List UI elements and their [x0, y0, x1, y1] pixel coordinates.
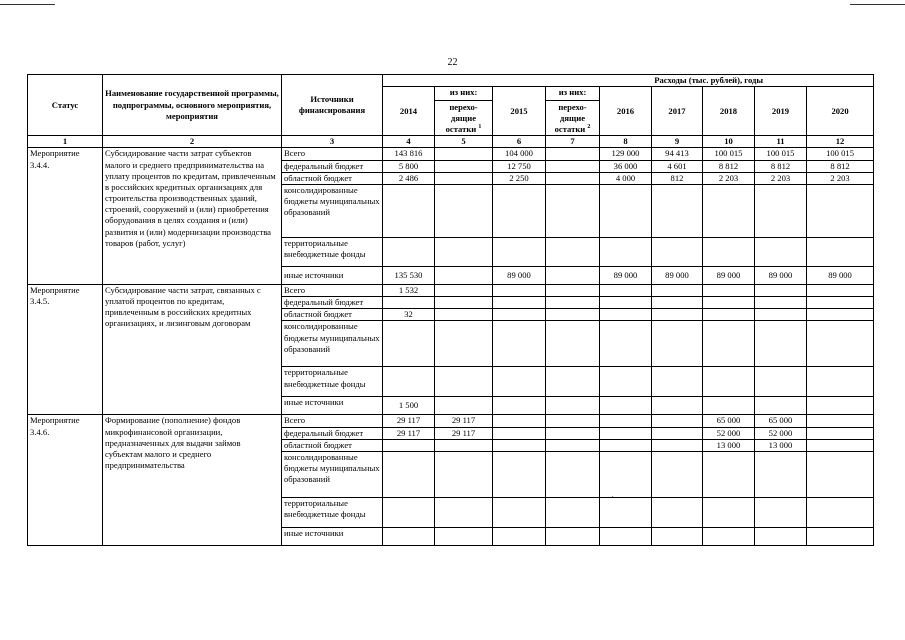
- funding-source: консолидированные бюджеты муниципальных образований: [282, 321, 383, 367]
- value-cell: [600, 397, 652, 415]
- table-row: [28, 415, 874, 427]
- value-cell: [383, 184, 435, 237]
- value-cell: [600, 497, 652, 527]
- value-cell: [435, 172, 493, 184]
- value-cell: [435, 367, 493, 397]
- value-cell: [755, 309, 807, 321]
- value-cell: [435, 439, 493, 451]
- measure-name: Субсидирование части затрат, связанных с уплатой процентов по кредитам, привлеченным в российских кредитных организациях, и лизинговым договорам: [103, 284, 282, 415]
- col-number: 11: [755, 136, 807, 148]
- col-number: 2: [103, 136, 282, 148]
- value-cell: [546, 497, 600, 527]
- value-cell: [652, 184, 703, 237]
- measure-name: Субсидирование части затрат субъектов малого и среднего предпринимательства на уплату процентов по кредитам, привлеченным в российских кредитных организациях для строительства производственных зданий, строений, сооружений и (или) приобретения оборудования в целях создания и (или) развития и (или) модернизации производства товаров (работ, услуг): [103, 148, 282, 285]
- funding-source: федеральный бюджет: [282, 297, 383, 309]
- funding-source: федеральный бюджет: [282, 160, 383, 172]
- value-cell: [652, 237, 703, 266]
- value-cell: [546, 367, 600, 397]
- value-cell: [383, 367, 435, 397]
- value-cell: 2 203: [703, 172, 755, 184]
- table-row: [28, 284, 874, 296]
- value-cell: [703, 297, 755, 309]
- value-cell: 29 117: [435, 427, 493, 439]
- edge-line-left: [0, 4, 55, 5]
- value-cell: [652, 397, 703, 415]
- funding-source: консолидированные бюджеты муниципальных образований: [282, 184, 383, 237]
- value-cell: [652, 415, 703, 427]
- value-cell: 812: [652, 172, 703, 184]
- edge-line-right: [850, 4, 905, 5]
- funding-source: областной бюджет: [282, 439, 383, 451]
- value-cell: [493, 321, 546, 367]
- value-cell: [493, 527, 546, 545]
- value-cell: [435, 497, 493, 527]
- col-number: 3: [282, 136, 383, 148]
- value-cell: 52 000: [703, 427, 755, 439]
- value-cell: [703, 309, 755, 321]
- table-row: [28, 148, 874, 160]
- value-cell: 89 000: [755, 266, 807, 284]
- value-cell: [755, 297, 807, 309]
- value-cell: 29 117: [435, 415, 493, 427]
- value-cell: [493, 184, 546, 237]
- value-cell: [755, 397, 807, 415]
- value-cell: [600, 297, 652, 309]
- funding-source: территориальные внебюджетные фонды: [282, 237, 383, 266]
- value-cell: [652, 451, 703, 497]
- value-cell: [600, 427, 652, 439]
- value-cell: 52 000: [755, 427, 807, 439]
- value-cell: [493, 309, 546, 321]
- value-cell: [755, 497, 807, 527]
- funding-source: территориальные внебюджетные фонды: [282, 367, 383, 397]
- value-cell: 36 000: [600, 160, 652, 172]
- value-cell: 13 000: [755, 439, 807, 451]
- value-cell: 129 000: [600, 148, 652, 160]
- value-cell: [435, 297, 493, 309]
- value-cell: [546, 321, 600, 367]
- value-cell: [652, 297, 703, 309]
- value-cell: [493, 284, 546, 296]
- value-cell: [807, 297, 874, 309]
- value-cell: 8 812: [755, 160, 807, 172]
- value-cell: [383, 497, 435, 527]
- measures-body: [28, 148, 874, 546]
- col-number: 8: [600, 136, 652, 148]
- value-cell: [600, 321, 652, 367]
- value-cell: 29 117: [383, 427, 435, 439]
- value-cell: [493, 427, 546, 439]
- value-cell: [546, 397, 600, 415]
- value-cell: 65 000: [755, 415, 807, 427]
- value-cell: [546, 527, 600, 545]
- header-year-2014: 2014: [383, 87, 435, 136]
- value-cell: [546, 284, 600, 296]
- value-cell: [546, 415, 600, 427]
- value-cell: 2 250: [493, 172, 546, 184]
- value-cell: [435, 309, 493, 321]
- value-cell: [807, 427, 874, 439]
- value-cell: 29 117: [383, 415, 435, 427]
- value-cell: [546, 160, 600, 172]
- column-numbers-row: [28, 136, 874, 148]
- col-number: 6: [493, 136, 546, 148]
- value-cell: [755, 451, 807, 497]
- value-cell: [435, 451, 493, 497]
- value-cell: 94 413: [652, 148, 703, 160]
- value-cell: [807, 184, 874, 237]
- value-cell: [652, 497, 703, 527]
- value-cell: [807, 237, 874, 266]
- value-cell: 104 000: [493, 148, 546, 160]
- value-cell: 1 500: [383, 397, 435, 415]
- header-year-2016: 2016: [600, 87, 652, 136]
- funding-source: Всего: [282, 284, 383, 296]
- header-carryover-2: [546, 87, 600, 136]
- header-expenses: Расходы (тыс. рублей), годы: [383, 75, 874, 87]
- measure-status: Мероприятие 3.4.4.: [28, 148, 103, 285]
- value-cell: [600, 367, 652, 397]
- value-cell: [703, 237, 755, 266]
- funding-source: иные источники: [282, 397, 383, 415]
- value-cell: 13 000: [703, 439, 755, 451]
- value-cell: [703, 184, 755, 237]
- header-of-them-2: из них:: [558, 87, 587, 98]
- value-cell: [703, 367, 755, 397]
- value-cell: [546, 266, 600, 284]
- value-cell: [755, 527, 807, 545]
- measure-status: Мероприятие 3.4.5.: [28, 284, 103, 415]
- value-cell: [807, 309, 874, 321]
- header-year-2020: 2020: [807, 87, 874, 136]
- value-cell: [435, 237, 493, 266]
- funding-source: иные источники: [282, 266, 383, 284]
- value-cell: [435, 284, 493, 296]
- value-cell: 89 000: [600, 266, 652, 284]
- value-cell: [600, 451, 652, 497]
- value-cell: [703, 397, 755, 415]
- col-number: 1: [28, 136, 103, 148]
- value-cell: [435, 397, 493, 415]
- header-sources: Источники финансирования: [282, 75, 383, 136]
- value-cell: 100 015: [807, 148, 874, 160]
- value-cell: [807, 415, 874, 427]
- value-cell: 143 816: [383, 148, 435, 160]
- funding-source: областной бюджет: [282, 309, 383, 321]
- measure-name: Формирование (пополнение) фондов микрофинансовой организации, предназначенных для выдачи займов субъектам малого и среднего предпринимательства: [103, 415, 282, 546]
- header-year-2019: 2019: [755, 87, 807, 136]
- value-cell: [383, 451, 435, 497]
- value-cell: 32: [383, 309, 435, 321]
- value-cell: [755, 237, 807, 266]
- value-cell: [652, 321, 703, 367]
- value-cell: [493, 497, 546, 527]
- value-cell: 1 532: [383, 284, 435, 296]
- funding-source: иные источники: [282, 527, 383, 545]
- value-cell: [652, 439, 703, 451]
- value-cell: [435, 527, 493, 545]
- footnote-mark-1: 1: [478, 123, 482, 130]
- value-cell: [807, 367, 874, 397]
- value-cell: 5 800: [383, 160, 435, 172]
- value-cell: [546, 297, 600, 309]
- value-cell: [600, 415, 652, 427]
- value-cell: [546, 148, 600, 160]
- value-cell: 2 486: [383, 172, 435, 184]
- funding-source: территориальные внебюджетные фонды: [282, 497, 383, 527]
- value-cell: [383, 321, 435, 367]
- value-cell: [600, 237, 652, 266]
- value-cell: [493, 237, 546, 266]
- value-cell: [546, 237, 600, 266]
- funding-source: Всего: [282, 148, 383, 160]
- header-carryover-2-text: перехо- дящие остатки: [554, 101, 587, 134]
- col-number: 7: [546, 136, 600, 148]
- footnote-mark-2: 2: [587, 123, 591, 130]
- value-cell: [383, 297, 435, 309]
- col-number: 10: [703, 136, 755, 148]
- value-cell: [493, 397, 546, 415]
- value-cell: [807, 451, 874, 497]
- stray-mark: ·: [611, 492, 614, 502]
- header-name: Наименование государственной программы, подпрограммы, основного мероприятия, мероприятия: [103, 75, 282, 136]
- header-year-2018: 2018: [703, 87, 755, 136]
- value-cell: [546, 184, 600, 237]
- budget-table: [27, 74, 874, 546]
- value-cell: [600, 527, 652, 545]
- value-cell: 65 000: [703, 415, 755, 427]
- value-cell: [546, 172, 600, 184]
- value-cell: [546, 451, 600, 497]
- value-cell: 135 530: [383, 266, 435, 284]
- value-cell: [493, 367, 546, 397]
- value-cell: [652, 284, 703, 296]
- value-cell: 4 000: [600, 172, 652, 184]
- col-number: 9: [652, 136, 703, 148]
- value-cell: [703, 284, 755, 296]
- header-carryover-1-text: перехо- дящие остатки: [445, 101, 478, 134]
- value-cell: [807, 497, 874, 527]
- value-cell: 89 000: [652, 266, 703, 284]
- value-cell: [435, 321, 493, 367]
- value-cell: 89 000: [807, 266, 874, 284]
- value-cell: [600, 284, 652, 296]
- value-cell: [755, 284, 807, 296]
- value-cell: [703, 321, 755, 367]
- value-cell: [755, 367, 807, 397]
- value-cell: [383, 237, 435, 266]
- funding-source: Всего: [282, 415, 383, 427]
- header-year-2015: 2015: [493, 87, 546, 136]
- value-cell: [807, 321, 874, 367]
- funding-source: консолидированные бюджеты муниципальных образований: [282, 451, 383, 497]
- header-year-2017: 2017: [652, 87, 703, 136]
- value-cell: [546, 427, 600, 439]
- value-cell: [600, 439, 652, 451]
- value-cell: [703, 527, 755, 545]
- value-cell: [652, 309, 703, 321]
- value-cell: [807, 397, 874, 415]
- value-cell: [807, 439, 874, 451]
- header-carryover-1: [435, 87, 493, 136]
- value-cell: 89 000: [493, 266, 546, 284]
- value-cell: 4 601: [652, 160, 703, 172]
- value-cell: [600, 309, 652, 321]
- value-cell: [435, 160, 493, 172]
- value-cell: [493, 297, 546, 309]
- value-cell: [755, 184, 807, 237]
- value-cell: 89 000: [703, 266, 755, 284]
- value-cell: [755, 321, 807, 367]
- value-cell: [703, 497, 755, 527]
- value-cell: [600, 184, 652, 237]
- col-number: 5: [435, 136, 493, 148]
- value-cell: [807, 284, 874, 296]
- value-cell: [546, 439, 600, 451]
- value-cell: [652, 427, 703, 439]
- value-cell: [383, 527, 435, 545]
- value-cell: [493, 451, 546, 497]
- value-cell: [807, 527, 874, 545]
- header-of-them-1: из них:: [449, 87, 478, 98]
- value-cell: 8 812: [703, 160, 755, 172]
- header-status: Статус: [28, 75, 103, 136]
- value-cell: [435, 184, 493, 237]
- value-cell: [703, 451, 755, 497]
- value-cell: [652, 367, 703, 397]
- funding-source: областной бюджет: [282, 172, 383, 184]
- value-cell: 2 203: [807, 172, 874, 184]
- value-cell: [383, 439, 435, 451]
- value-cell: 100 015: [755, 148, 807, 160]
- value-cell: [435, 148, 493, 160]
- value-cell: [435, 266, 493, 284]
- value-cell: [546, 309, 600, 321]
- value-cell: 8 812: [807, 160, 874, 172]
- col-number: 4: [383, 136, 435, 148]
- col-number: 12: [807, 136, 874, 148]
- page-number: 22: [447, 57, 458, 68]
- value-cell: [493, 415, 546, 427]
- value-cell: 2 203: [755, 172, 807, 184]
- value-cell: 100 015: [703, 148, 755, 160]
- measure-status: Мероприятие 3.4.6.: [28, 415, 103, 546]
- value-cell: [493, 439, 546, 451]
- funding-source: федеральный бюджет: [282, 427, 383, 439]
- value-cell: 12 750: [493, 160, 546, 172]
- value-cell: [652, 527, 703, 545]
